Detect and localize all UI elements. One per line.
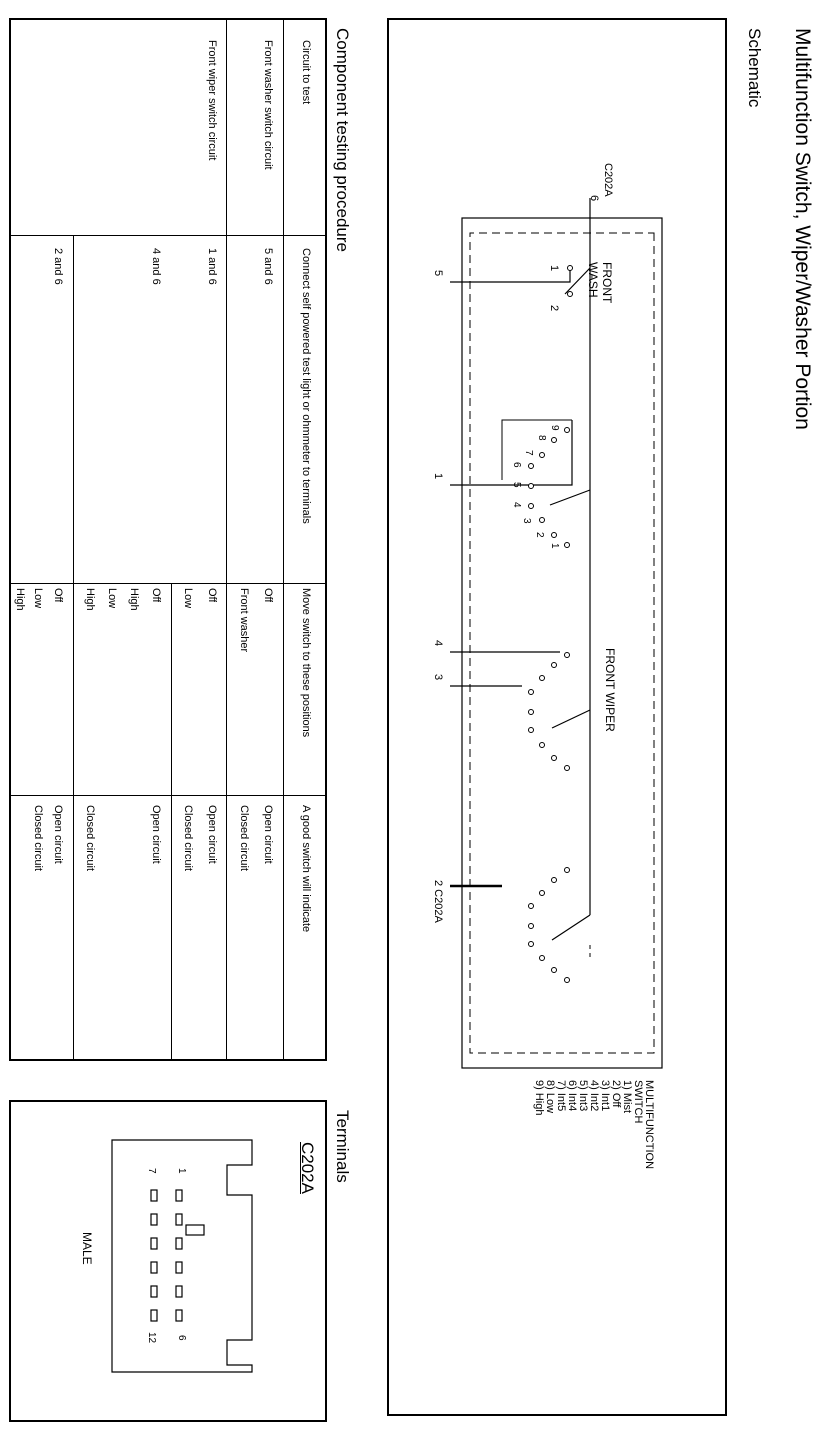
pin-7-label: 7 (146, 1168, 157, 1174)
group3-result-off: Open circuit (52, 805, 64, 864)
washer-result-front: Closed circuit (238, 805, 250, 872)
legend-title-1: MULTIFUNCTION (643, 1080, 655, 1170)
switch-1-pos-6: 6 (511, 462, 522, 468)
wash-contact-2: 2 (548, 305, 560, 312)
group2-pos-low: Low (106, 588, 118, 609)
connector-gender: MALE (80, 1232, 94, 1265)
washer-circuit: Front washer switch circuit (262, 40, 274, 170)
page-title: Multifunction Switch, Wiper/Washer Portion (791, 28, 814, 430)
terminals-title: Terminals (333, 1110, 352, 1183)
group2-result-high: Closed circuit (84, 805, 96, 872)
wire-2-label: 2 C202A (432, 880, 444, 923)
header-circuit: Circuit to test (300, 40, 312, 105)
group1-pos-off: Off (206, 588, 218, 603)
wire-3-label: 3 (432, 674, 444, 681)
switch-1-pos-9: 9 (549, 425, 560, 431)
legend-item: 7) Int5 (555, 1080, 567, 1112)
washer-pos-front: Front washer (238, 588, 250, 653)
legend-item: 6) Int4 (566, 1080, 578, 1112)
washer-terminals: 5 and 6 (262, 248, 274, 285)
legend-item: 5) Int3 (577, 1080, 589, 1112)
washer-pos-off: Off (262, 588, 274, 603)
switch-1-pos-4: 4 (511, 502, 522, 508)
connector-label: C202A (602, 163, 614, 197)
group3-pos-low: Low (32, 588, 44, 609)
group3-terminals: 2 and 6 (52, 248, 64, 285)
wire-5-label: 5 (432, 270, 444, 277)
washer-result-off: Open circuit (262, 805, 274, 864)
switch-1-pos-5: 5 (511, 482, 522, 488)
switch-1-pos-7: 7 (523, 450, 534, 456)
switch-1-pos-3: 3 (521, 518, 532, 524)
header-terminals: Connect self powered test light or ohmmeter to terminals (300, 248, 312, 524)
pin-6-label: 6 (176, 1335, 187, 1341)
schematic-label: Schematic (745, 28, 764, 108)
group1-result-low: Closed circuit (182, 805, 194, 872)
legend-item: 2) Off (610, 1080, 622, 1108)
group2-pos-high: High (128, 588, 140, 611)
switch-1-pos-2: 2 (534, 532, 545, 538)
legend-item: 3) Int1 (599, 1080, 611, 1112)
front-wash-label-2: WASH (586, 262, 600, 298)
header-positions: Move switch to these positions (300, 588, 312, 738)
group1-terminals: 1 and 6 (206, 248, 218, 285)
legend-item: 1) Mist (621, 1080, 633, 1113)
connector-pin-6: 6 (588, 195, 600, 202)
wire-1-label: 1 (432, 473, 444, 480)
pin-1-label: 1 (176, 1168, 187, 1174)
group2-pos-high-2: High (84, 588, 96, 611)
legend-item: 4) Int2 (588, 1080, 600, 1112)
group1-pos-low: Low (182, 588, 194, 609)
group2-terminals: 4 and 6 (150, 248, 162, 285)
front-wash-label-1: FRONT (600, 262, 614, 304)
legend-item: 8) Low (544, 1080, 556, 1114)
wire-4-label: 4 (432, 640, 444, 647)
group3-pos-off: Off (52, 588, 64, 603)
pin-12-label: 12 (146, 1332, 157, 1344)
switch-1-pos-8: 8 (536, 435, 547, 441)
testing-title: Component testing procedure (333, 28, 352, 252)
legend-title-2: SWITCH (632, 1080, 644, 1124)
legend-item: 9) High (533, 1080, 545, 1116)
group2-result-off: Open circuit (150, 805, 162, 864)
group3-result-low: Closed circuit (32, 805, 44, 872)
header-result: A good switch will indicate (300, 805, 312, 933)
terminals-connector: C202A (298, 1142, 317, 1194)
front-wiper-label: FRONT WIPER (603, 648, 617, 732)
wiper-circuit: Front wiper switch circuit (206, 40, 218, 161)
group3-pos-high: High (14, 588, 26, 611)
group1-result-off: Open circuit (206, 805, 218, 864)
switch-1-pos-1: 1 (549, 543, 560, 549)
wash-contact-1: 1 (548, 265, 560, 272)
group2-pos-off: Off (150, 588, 162, 603)
